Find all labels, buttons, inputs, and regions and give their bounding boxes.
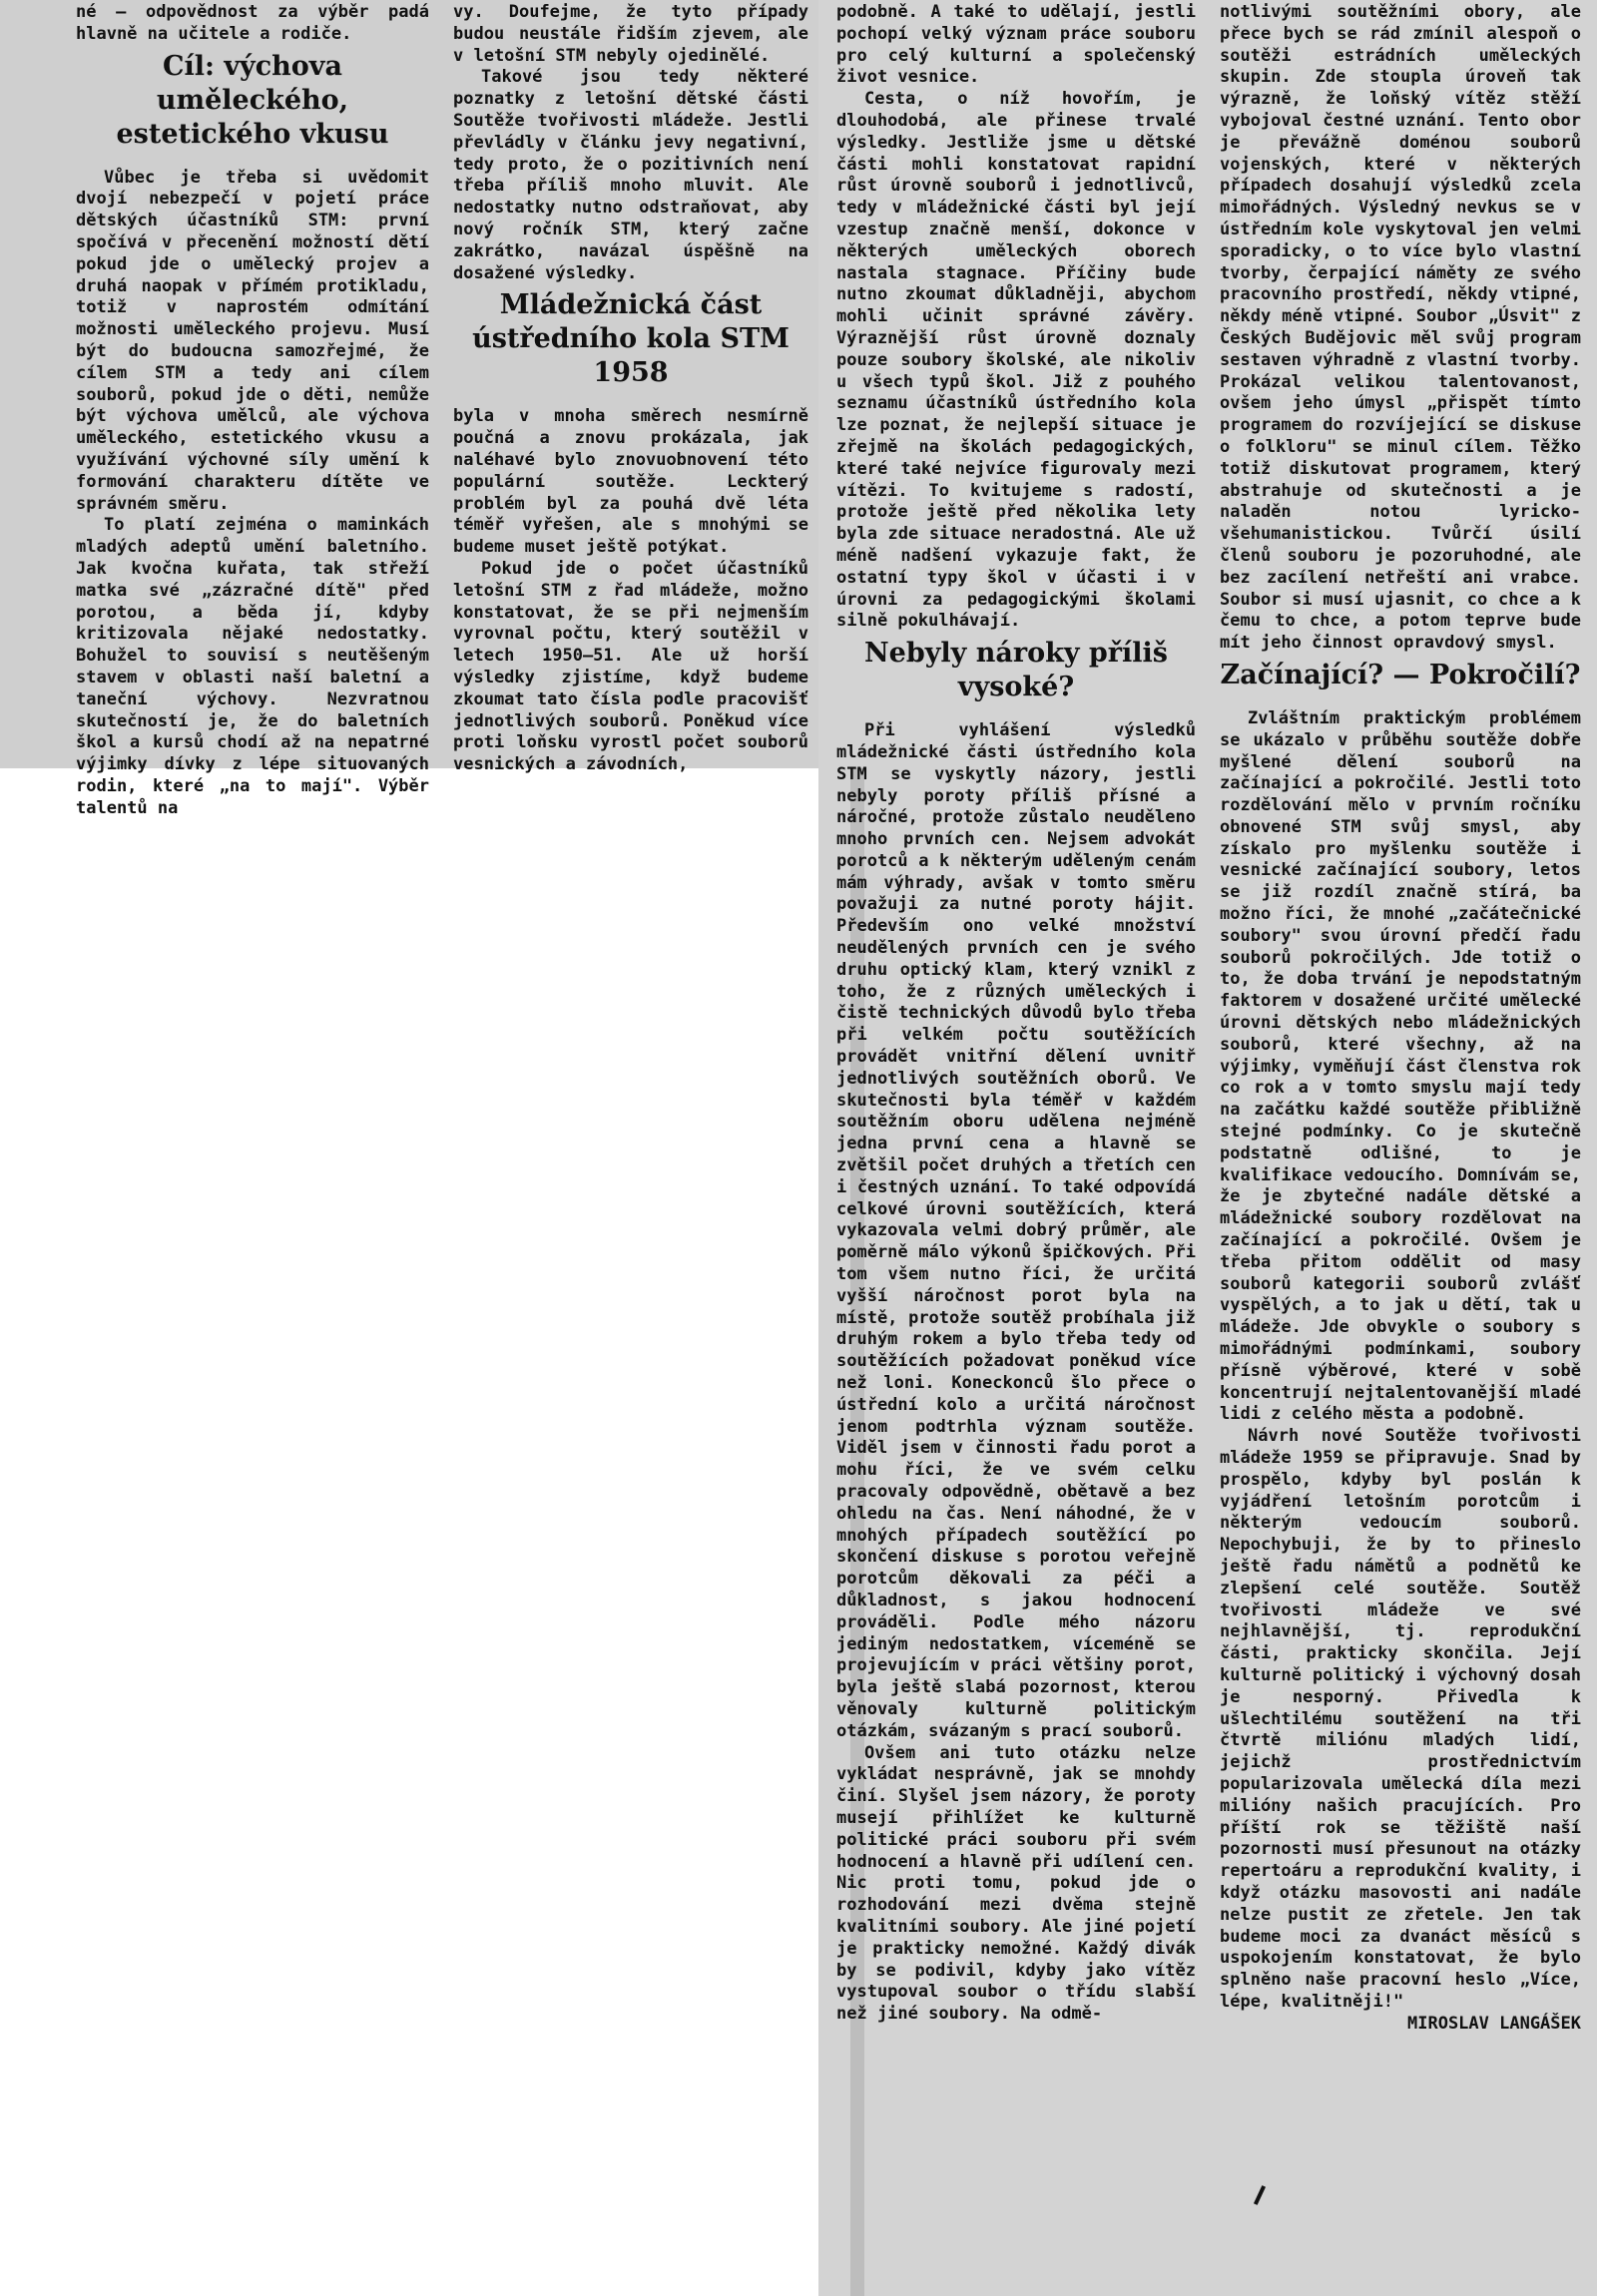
paragraph: To platí zejména o maminkách mladých adeptů umění baletního. Jak kvočna kuřata, tak střeží matka své „zázračné dítě" před porotou, a běda jí, kdyby kritizovala nějaké nedostatky. Bohužel to souvisí s neutěšeným stavem v oblasti naší baletní a taneční výchovy. Nezvratnou skutečností je, že do baletních škol a kursů chodí až na nepatrné výjimky dívky z lépe situovaných rodin, které „na to mají". Výběr talentů na — [76, 515, 429, 818]
section-heading: Cíl: výchova uměleckého, estetického vkusu — [116, 50, 389, 150]
paragraph: Takové jsou tedy některé poznatky z letošní dětské části Soutěže tvořivosti mládeže. Jestli převládly v článku jevy negativní, tedy proto, že o pozitivních není třeba příliš mnoho mluvit. Ale nedostatky nutno odstraňovat, aby nový ročník STM, který začne zakrátko, navázal úspěšně na dosažené výsledky. — [453, 67, 808, 283]
paragraph: Při vyhlášení výsledků mládežnické části ústředního kola STM se vyskytly názory, jestli nebyly poroty příliš přísné a náročné, protože zůstalo neuděleno mnoho prvních cen. Nejsem advokát porotců a k některým uděleným cenám mám výhrady, avšak v tomto směru považuji za nutné poroty hájit. Především ono velké množství neudělených prvních cen je svého druhu optický klam, který vznikl z toho, že z různých uměleckých i čistě technických důvodů bylo třeba při velkém počtu soutěžících provádět vnitřní dělení uvnitř jednotlivých soutěžních oborů. Ve skutečnosti byla téměř v každém soutěžním oboru udělena nejméně jedna první cena a hlavně se zvětšil počet druhých a třetích cen i čestných uznání. To také odpovídá celkové úrovni soutěžících, která vykazovala velmi dobrý průměr, ale poměrně málo výkonů špičkových. Při tom všem nutno říci, že určitá vyšší náročnost porot byla na místě, protože soutěž probíhala již druhým rokem a bylo třeba tedy od soutěžících požadovat poněkud více než loni. Koneckonců šlo přece o ústřední kolo a určitá náročnost jenom podtrhla význam soutěže. Viděl jsem v činnosti řadu porot a mohu říci, že ve svém celku pracovaly odpovědně, obětavě a bez ohledu na čas. Není náhodné, že v mnohých případech soutěžící po skončení diskuse s porotou veřejně porotcům děkovali za péči a důkladnost, s jakou hodnocení prováděli. Podle mého názoru jediným nedostatkem, víceméně se projevujícím v práci většiny porot, byla ještě slabá pozornost, kterou věnovaly kulturně politickým otázkám, svázaným s prací souborů. — [836, 720, 1196, 1741]
article-column-3 — [836, 2, 1196, 2026]
paragraph: Vůbec je třeba si uvědomit dvojí nebezpečí v pojetí práce dětských účastníků STM: první spočívá v přecenění možností dětí pokud jde o umělecký projev a druhá naopak v přímém protikladu, totiž v naprostém odmítání možnosti uměleckého projevu. Musí být do budoucna samozřejmé, že cílem STM a tedy ani cílem souborů, pokud jde o děti, nemůže být výchova umělců, ale výchova uměleckého, estetického vkusu a využívání výchovné síly umění k formování charakteru dítěte ve správném směru. — [76, 167, 429, 514]
section-heading: Nebyly nároky příliš vysoké? — [863, 638, 1168, 703]
paragraph: byla v mnoha směrech nesmírně poučná a znovu prokázala, jak naléhavé bylo znovuobnovení této populární soutěže. Leckterý problém byl za pouhá dvě léta téměř vyřešen, ale s mnohými se budeme muset ještě potýkat. — [453, 406, 808, 558]
paragraph: Pokud jde o počet účastníků letošní STM z řad mládeže, možno konstatovat, že se při nejmenším vyrovnal počtu, který soutěžil v letech 1950—51. Ale už horší výsledky zjistíme, když budeme zkoumat tato čísla podle pracovišť jednotlivých souborů. Poněkud více proti loňsku vyrostl počet souborů vesnických a závodních, — [453, 558, 808, 775]
author-byline: MIROSLAV LANGÁŠEK — [1407, 2013, 1581, 2034]
paragraph: Ovšem ani tuto otázku nelze vykládat nesprávně, jak se mnohdy činí. Slyšel jsem názory, že poroty musejí přihlížet ke kulturně politické práci souboru při svém hodnocení a hlavně při udílení cen. Nic proti tomu, pokud jde o rozhodování mezi dvěma stejně kvalitními soubory. Ale jiné pojetí je prakticky nemožné. Každý divák by se podivil, kdyby jako vítěz vystupoval soubor o třídu slabší než jiné soubory. Na odmě- — [836, 1742, 1196, 2025]
article-column-4 — [1220, 2, 1581, 2036]
paragraph: vy. Doufejme, že tyto případy budou neustále řidším zjevem, ale v letošní STM nebyly ojedinělé. — [453, 2, 808, 66]
article-column-2 — [453, 2, 808, 776]
paragraph: podobně. A také to udělají, jestli pochopí velký význam práce souboru pro celý kulturní a společenský život vesnice. — [836, 2, 1196, 88]
paragraph: Cesta, o níž hovořím, je dlouhodobá, ale přinese trvalé výsledky. Jestliže jsme u dětské části mohli konstatovat rapidní růst úrovně souborů i jednotlivců, tedy v mládežnické části byl její vzestup značně menší, dokonce v některých uměleckých oborech nastala stagnace. Příčiny bude nutno zkoumat důkladněji, abychom mohli učinit správné závěry. Výraznější růst úrovně doznaly pouze soubory školské, ale nikoliv u všech typů škol. Již z pouhého seznamu účastníků ústředního kola lze poznat, že nejlepší situace je zřejmě na školách pedagogických, které také nejvíce figurovaly mezi vítězi. To kvitujeme s radostí, protože ještě před několika lety byla zde situace neradostná. Ale už méně nadšení vykazuje fakt, že ostatní typy škol v účasti i v úrovni za pedagogickými školami silně pokulhávají. — [836, 89, 1196, 632]
article-column-1 — [76, 2, 429, 820]
paragraph: notlivými soutěžními obory, ale přece bych se rád zmínil alespoň o soutěži estrádních uměleckých skupin. Zde stoupla úroveň tak výrazně, že loňský vítěz stěží vybojoval čestné uznání. Tento obor je převážně doménou souborů vojenských, které v některých případech dosahují výsledků zcela mimořádných. Výsledný nevkus se v ústředním kole vyskytoval jen velmi sporadicky, o to více bylo vlastní tvorby, čerpající náměty ze svého pracovního prostředí, někdy vtipné, někdy méně vtipné. Soubor „Úsvit" z Českých Budějovic měl svůj program sestaven výhradně z vlastní tvorby. Prokázal velikou talentovanost, ovšem jeho úmysl „přispět tímto programem do rozvíjející se diskuse o folkloru" se minul cílem. Těžko totiž diskutovat programem, který abstrahuje od skutečnosti a je naladěn notou lyricko-všehumanistickou. Tvůrčí úsilí členů souboru je pozoruhodné, ale bez zacílení netřeští ani vrabce. Soubor si musí ujasnit, co chce a k čemu to chce, a potom teprve bude mít jeho činnost opravdový smysl. — [1220, 2, 1581, 654]
paragraph: Návrh nové Soutěže tvořivosti mládeže 1959 se připravuje. Snad by prospělo, kdyby byl poslán k vyjádření letošním porotcům i některým vedoucím souborů. Nepochybuji, že by to přineslo ještě řadu námětů a podnětů ke zlepšení celé soutěže. Soutěž tvořivosti mládeže ve své nejhlavnější, tj. reprodukční části, prakticky skončila. Její kulturně politický i výchovný dosah je nesporný. Přivedla k ušlechtilému soutěžení na tři čtvrtě miliónu mladých lidí, jejichž prostřednictvím popularizovala umělecká díla mezi milióny našich pracujících. Pro příští rok se těžiště naší pozornosti musí přesunout na otázky repertoáru a reprodukční kvality, i když otázku masovosti ani nadále nelze pustit ze zřetele. Jen tak budeme moci za dvanáct měsíců s uspokojením konstatovat, že bylo splněno naše pracovní heslo „Více, lépe, kvalitněji!" — [1220, 1426, 1581, 2012]
paragraph: né — odpovědnost za výběr padá hlavně na učitele a rodiče. — [76, 2, 429, 44]
paragraph: Zvláštním praktickým problémem se ukázalo v průběhu soutěže dobře myšlené dělení souborů na začínající a pokročilé. Jestli toto rozdělování mělo v prvním ročníku obnovené STM svůj smysl, aby získalo pro myšlenku soutěže i vesnické začínající soubory, letos se již rozdíl značně stírá, ba možno říci, že mnohé „začátečnické soubory" svou úrovní předčí řadu souborů pokročilých. Jde totiž o to, že doba trvání je nepodstatným faktorem v dosažené určité umělecké úrovni dětských nebo mládežnických souborů, které všechny, až na výjimky, vyměňují část členstva rok co rok a v tomto smyslu mají tedy na začátku každé soutěže přibližně stejné podmínky. Co je skutečně podstatně odlišné, to je kvalifikace vedoucího. Domnívám se, že je zbytečné nadále dětské a mládežnické soubory rozdělovat na začínající a pokročilé. Ovšem je třeba přitom oddělit od masy souborů kategorii souborů zvlášť vyspělých, a to jak u dětí, tak u mládeže. Jde obvykle o soubory s mimořádnými podmínkami, soubory přísně výběrové, které v sobě koncentrují nejtalentovanější mladé lidi z celého města a podobně. — [1220, 707, 1581, 1425]
section-heading: Mládežnická část ústředního kola STM 1958 — [472, 289, 790, 389]
section-heading: Začínající? — Pokročilí? — [1220, 659, 1581, 690]
